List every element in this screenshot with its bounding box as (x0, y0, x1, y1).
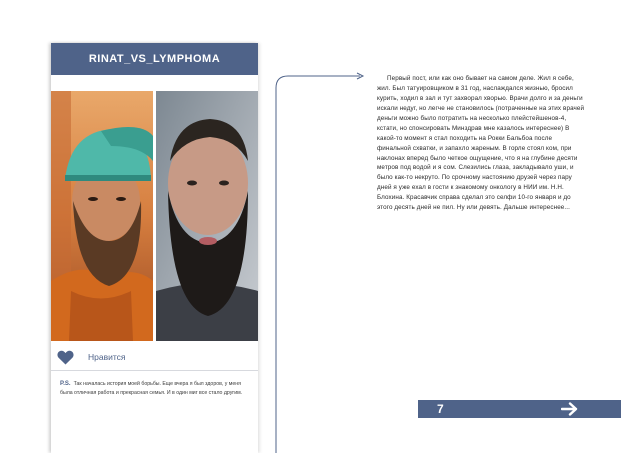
ps-label: P.S. (60, 381, 71, 387)
selfie-bald-photo (156, 91, 258, 341)
divider (51, 370, 258, 371)
selfie-cap-photo (51, 91, 153, 341)
page-footer-bar (418, 400, 621, 418)
story-text: Первый пост, или как оно бывает на самом деле. Жил я себе, жил. Был татуировщиком в 31 год, наслаждался жизнью, бросил курить, ходил в зал и тут захворал хворью. Врачи долго и за деньги искали недуг, но легче не становилось (потраченные на этих врачей деньги можно было потратить на несколько плейстейшенов-4, кстати, но спонсировать Минздрав мне казалось интереснее) В какой-то момент я стал походить на Рокки Бальбоа после финальной схватки, и запахло жареным. В горле стоял ком, при наклонах вперед было четкое ощущение, что я на глубине десяти метров под водой и я сом. Слезились глаза, закладывало уши, и было как-то некруто. По срочному настоянию друзей через пару дней я уже ехал в гости к знакомому онкологу в НИИ им. Н.Н. Блохина. Красавчик справа сделал это селфи 10-го января и до этого десять дней не пил. Ну или девять. Дальше интереснее... (377, 75, 585, 212)
heart-icon[interactable] (57, 350, 74, 365)
username: RINAT_VS_LYMPHOMA (88, 53, 221, 65)
ps-text: Так началась история моей борьбы. Еще вчера я был здоров, у меня была отличная работа и прекрасная семья. И в один миг все стало другим. (60, 381, 243, 397)
like-label[interactable]: Нравится (88, 352, 126, 362)
instagram-post-card (51, 43, 258, 453)
arrow-right-icon[interactable] (561, 402, 579, 416)
like-row[interactable] (57, 349, 126, 365)
profile-header (51, 43, 258, 75)
page-number: 7 (437, 402, 444, 416)
ps-caption (60, 380, 252, 397)
